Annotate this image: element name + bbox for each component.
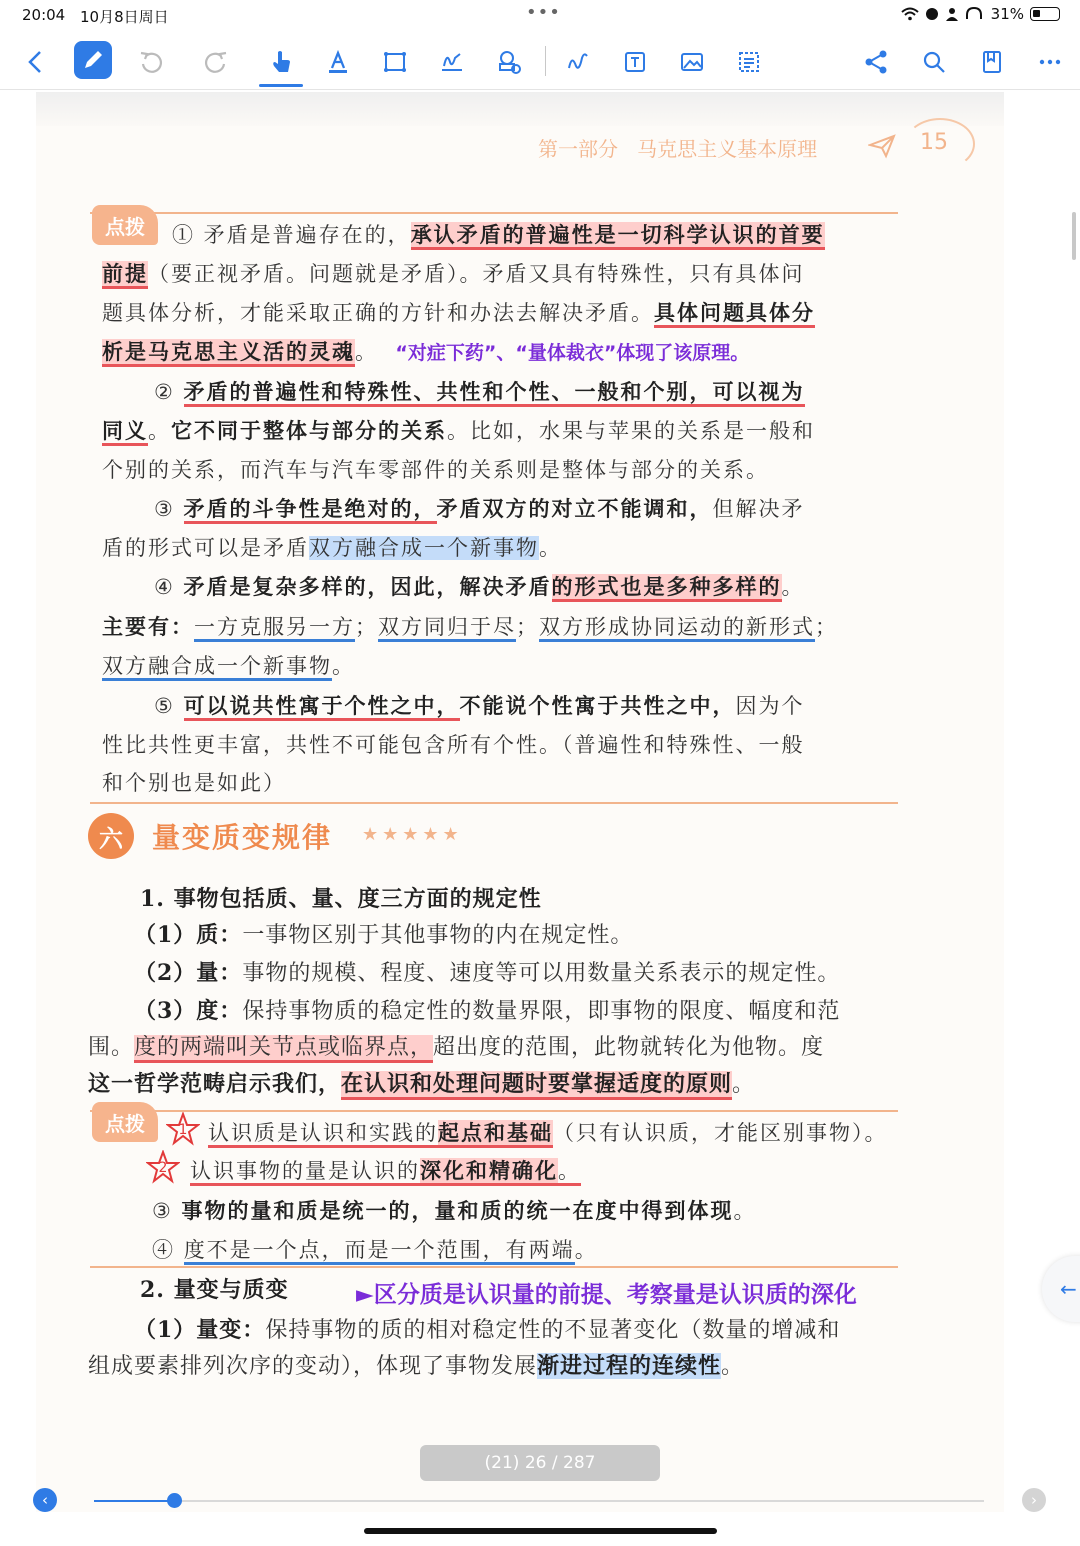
page-slider-fill	[94, 1500, 174, 1502]
body-line: 组成要素排列次序的变动），体现了事物发展渐进过程的连续性。	[88, 1353, 745, 1379]
page-header	[538, 133, 817, 162]
circled-one-star-mark	[166, 1112, 200, 1146]
toolbar	[0, 36, 1080, 88]
header-part: 第一部分	[538, 137, 618, 161]
lasso-icon[interactable]	[558, 42, 598, 82]
more-icon[interactable]	[1030, 42, 1070, 82]
scan-text-icon[interactable]	[729, 42, 769, 82]
paper-plane-icon	[868, 133, 896, 159]
tips-line: 主要有：一方克服另一方；双方同归于尽；双方形成协同运动的新形式；	[102, 611, 838, 641]
home-indicator[interactable]	[364, 1528, 717, 1534]
tips-line: ④ 度不是一个点，而是一个范围，有两端。	[152, 1234, 598, 1264]
subheading: 1. 事物包括质、量、度三方面的规定性	[140, 886, 542, 912]
side-panel-tab[interactable]: ←	[1042, 1256, 1080, 1322]
toolbar-divider	[545, 46, 546, 76]
tips-tag: 点拨	[92, 1102, 158, 1142]
tips-line: 盾的形式可以是矛盾双方融合成一个新事物。	[102, 536, 562, 560]
tips-line: ④ 矛盾是复杂多样的，因此，解决矛盾的形式也是多种多样的。	[154, 571, 805, 601]
back-icon[interactable]	[16, 42, 56, 82]
page-slider-knob[interactable]	[167, 1493, 182, 1508]
stamp-icon[interactable]	[489, 42, 529, 82]
handwritten-note: ►区分质是认识量的前提、考察量是认识质的深化	[356, 1282, 857, 1308]
page-slider-track[interactable]	[94, 1500, 984, 1502]
tips-top-rule	[90, 1110, 898, 1112]
circled-two-star-mark	[146, 1150, 180, 1184]
subheading: 2. 量变与质变	[140, 1277, 289, 1303]
battery-icon	[1030, 7, 1060, 21]
body-line: 这一哲学范畴启示我们，在认识和处理问题时要掌握适度的原则。	[88, 1067, 755, 1098]
body-line: （2）量：事物的规模、程度、速度等可以用数量关系表示的规定性。	[134, 960, 841, 986]
battery-percent: 31%	[990, 5, 1024, 23]
tips-line: 析是马克思主义活的灵魂。 “对症下药”、“量体裁衣”体现了该原理。	[102, 336, 749, 366]
prev-page-button[interactable]: ‹	[33, 1488, 57, 1512]
tips-line: ① 矛盾是普遍存在的，承认矛盾的普遍性是一切科学认识的首要	[172, 219, 825, 249]
tips-line: 双方融合成一个新事物。	[102, 650, 355, 680]
tips-line: ③ 矛盾的斗争性是绝对的，矛盾双方的对立不能调和，但解决矛	[154, 493, 805, 523]
tips-line: 认识事物的量是认识的深化和精确化。	[190, 1155, 581, 1185]
do-not-disturb-icon	[925, 7, 939, 21]
tips-line: 个别的关系，而汽车与汽车零部件的关系则是整体与部分的关系。	[102, 458, 769, 482]
handwritten-note: “对症下药”、“量体裁衣”体现了该原理。	[395, 342, 750, 364]
wifi-icon	[901, 7, 919, 21]
section-title: 量变质变规律	[152, 821, 333, 854]
body-line: （3）度：保持事物质的稳定性的数量界限，即事物的限度、幅度和范	[134, 998, 841, 1024]
signature-icon[interactable]	[432, 42, 472, 82]
tips-top-rule	[90, 212, 898, 214]
tips-bottom-rule	[90, 1266, 898, 1268]
tips-line: ② 矛盾的普遍性和特殊性、共性和个性、一般和个别，可以视为	[154, 376, 805, 406]
tips-line: 同义。它不同于整体与部分的关系。比如，水果与苹果的关系是一般和	[102, 415, 815, 445]
tips-line: ⑤ 可以说共性寓于个性之中，不能说个性寓于共性之中，因为个	[154, 690, 805, 720]
person-icon	[945, 7, 959, 21]
textbox-icon[interactable]	[615, 42, 655, 82]
tips-line: 和个别也是如此）	[102, 771, 286, 795]
bookmark-icon[interactable]	[972, 42, 1012, 82]
redo-icon[interactable]	[196, 42, 236, 82]
page-top-shadow	[36, 92, 1004, 126]
importance-stars: ★★★★★	[362, 824, 463, 845]
body-line: （1）量变：保持事物的质的相对稳定性的不显著变化（数量的增减和	[134, 1317, 841, 1343]
svg-text:1: 1	[178, 1122, 188, 1138]
status-indicators	[901, 5, 1060, 23]
header-title: 马克思主义基本原理	[637, 137, 818, 161]
tips-line: ③ 事物的量和质是统一的，量和质的统一在度中得到体现。	[152, 1198, 757, 1223]
tips-line: 认识质是认识和实践的起点和基础（只有认识质，才能区别事物）。	[208, 1117, 888, 1147]
page-number: 15	[920, 130, 948, 155]
text-highlight-icon[interactable]	[318, 42, 358, 82]
toolbar-border	[0, 89, 1080, 90]
multitask-dots[interactable]: •••	[526, 2, 561, 23]
rectangle-select-icon[interactable]	[375, 42, 415, 82]
headphones-icon	[965, 7, 985, 21]
active-tool-indicator	[259, 84, 303, 87]
tips-tag: 点拨	[92, 205, 158, 245]
search-icon[interactable]	[914, 42, 954, 82]
body-line: （1）质：一事物区别于其他事物的内在规定性。	[134, 922, 634, 948]
status-bar	[0, 0, 1080, 30]
share-icon[interactable]	[856, 42, 896, 82]
next-page-button[interactable]: ›	[1022, 1488, 1046, 1512]
hand-pointer-icon[interactable]	[261, 42, 301, 82]
tips-line: 性比共性更丰富，共性不可能包含所有个性。（普遍性和特殊性、一般	[102, 733, 805, 757]
body-line: 围。度的两端叫关节点或临界点，超出度的范围，此物就转化为他物。度	[88, 1030, 824, 1061]
image-icon[interactable]	[672, 42, 712, 82]
tips-line: 题具体分析，才能采取正确的方针和办法去解决矛盾。具体问题具体分	[102, 297, 815, 327]
page-indicator: (21) 26 / 287	[420, 1445, 660, 1481]
tips-line: 前提（要正视矛盾。问题就是矛盾）。矛盾又具有特殊性，只有具体问	[102, 258, 805, 288]
section-number: 六	[88, 813, 134, 859]
scroll-indicator[interactable]	[1072, 212, 1076, 260]
status-date: 10月8日周日	[80, 8, 169, 26]
tips-bottom-rule	[90, 802, 898, 804]
undo-icon[interactable]	[131, 42, 171, 82]
status-time: 20:04	[22, 6, 66, 24]
svg-text:2: 2	[158, 1160, 168, 1176]
pen-icon[interactable]	[74, 41, 112, 79]
